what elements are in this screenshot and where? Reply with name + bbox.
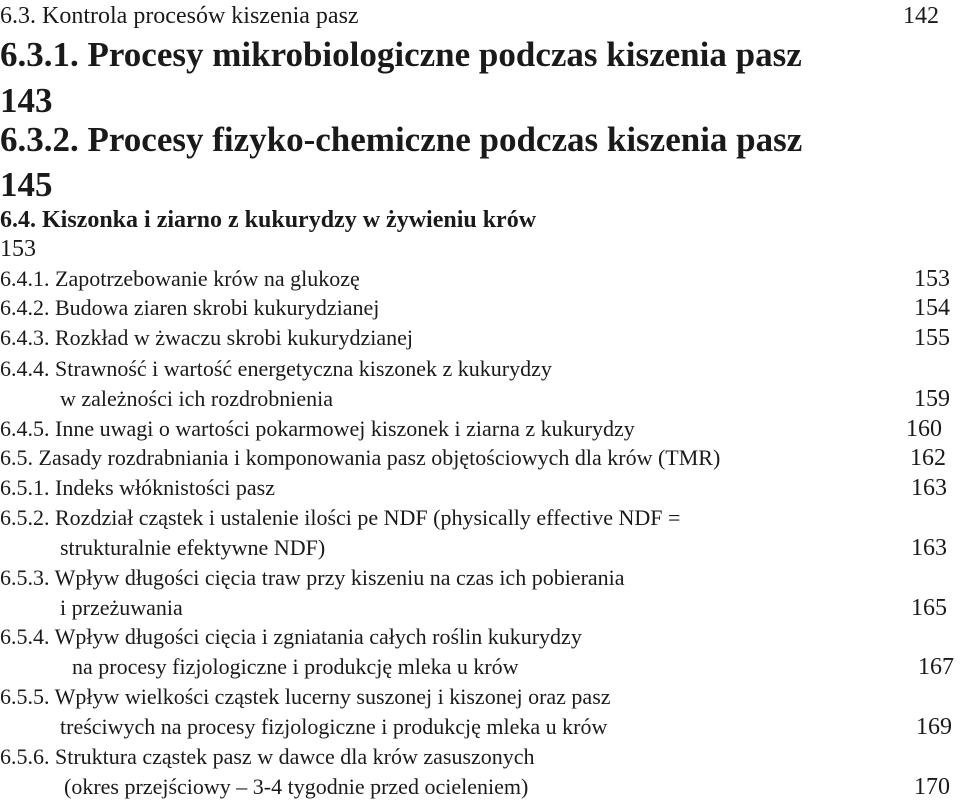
toc-entry-6-5-6-page: 170 [914, 774, 950, 800]
toc-entry-6-3-2-page: 145 [0, 165, 53, 204]
toc-entry-6-5-5-title-line2: treściwych na procesy fizjologiczne i produkcję mleka u krów [60, 714, 608, 739]
toc-entry-6-5-1-page: 163 [911, 475, 947, 501]
toc-entry-6-4-page: 153 [0, 236, 36, 262]
toc-entry-6-5-5-page: 169 [916, 714, 952, 740]
toc-entry-6-4-title: 6.4. Kiszonka i ziarno z kukurydzy w żywieniu krów [0, 207, 537, 233]
toc-entry-6-5-6-title-line1: 6.5.6. Struktura cząstek pasz w dawce dla krów zasuszonych [0, 744, 535, 769]
toc-entry-6-5-3-page: 165 [911, 595, 947, 621]
toc-entry-6-5-1-title: 6.5.1. Indeks włóknistości pasz [0, 475, 275, 500]
toc-entry-6-5-3-title-line1: 6.5.3. Wpływ długości cięcia traw przy kiszeniu na czas ich pobierania [0, 565, 625, 590]
toc-entry-6-4-2-page: 154 [914, 295, 950, 321]
toc-entry-6-5-2-title-line1: 6.5.2. Rozdział cząstek i ustalenie ilości pe NDF (physically effective NDF = [0, 505, 681, 530]
toc-entry-6-4-4-title-line2: w zależności ich rozdrobnienia [60, 386, 334, 411]
toc-entry-6-5-5-title-line1: 6.5.5. Wpływ wielkości cząstek lucerny suszonej i kiszonej oraz pasz [0, 684, 611, 709]
toc-entry-6-4-4-title-line1: 6.4.4. Strawność i wartość energetyczna kiszonek z kukurydzy [0, 356, 552, 381]
toc-entry-6-4-4-page: 159 [914, 386, 950, 412]
toc-entry-6-3-page: 142 [903, 3, 939, 29]
toc-entry-6-5-4-title-line1: 6.5.4. Wpływ długości cięcia i zgniatania całych roślin kukurydzy [0, 624, 582, 649]
toc-entry-6-3-2-title: 6.3.2. Procesy fizyko-chemiczne podczas kiszenia pasz [0, 120, 803, 159]
toc-entry-6-4-1-page: 153 [914, 266, 950, 292]
toc-entry-6-4-5-page: 160 [906, 416, 942, 442]
toc-entry-6-5-4-title-line2: na procesy fizjologiczne i produkcję mleka u krów [72, 654, 519, 679]
toc-entry-6-4-1-title: 6.4.1. Zapotrzebowanie krów na glukozę [0, 266, 360, 291]
toc-entry-6-4-3-page: 155 [914, 325, 950, 351]
toc-entry-6-5-2-title-line2: strukturalnie efektywne NDF) [60, 535, 326, 560]
toc-entry-6-4-2-title: 6.4.2. Budowa ziaren skrobi kukurydzianej [0, 295, 380, 320]
toc-entry-6-4-5-title: 6.4.5. Inne uwagi o wartości pokarmowej kiszonek i ziarna z kukurydzy [0, 416, 635, 441]
toc-entry-6-4-3-title: 6.4.3. Rozkład w żwaczu skrobi kukurydzianej [0, 325, 413, 350]
toc-entry-6-3-1-page: 143 [0, 81, 53, 120]
toc-entry-6-5-page: 162 [910, 445, 946, 471]
toc-entry-6-5-6-title-line2: (okres przejściowy – 3-4 tygodnie przed ocieleniem) [64, 774, 529, 799]
toc-entry-6-5-2-page: 163 [911, 535, 947, 561]
toc-entry-6-5-3-title-line2: i przeżuwania [60, 595, 183, 620]
toc-entry-6-5-4-page: 167 [918, 654, 954, 680]
toc-entry-6-3-1-title: 6.3.1. Procesy mikrobiologiczne podczas kiszenia pasz [0, 35, 802, 74]
toc-entry-6-3-title: 6.3. Kontrola procesów kiszenia pasz [0, 3, 359, 29]
toc-entry-6-5-title: 6.5. Zasady rozdrabniania i komponowania pasz objętościowych dla krów (TMR) [0, 445, 721, 470]
